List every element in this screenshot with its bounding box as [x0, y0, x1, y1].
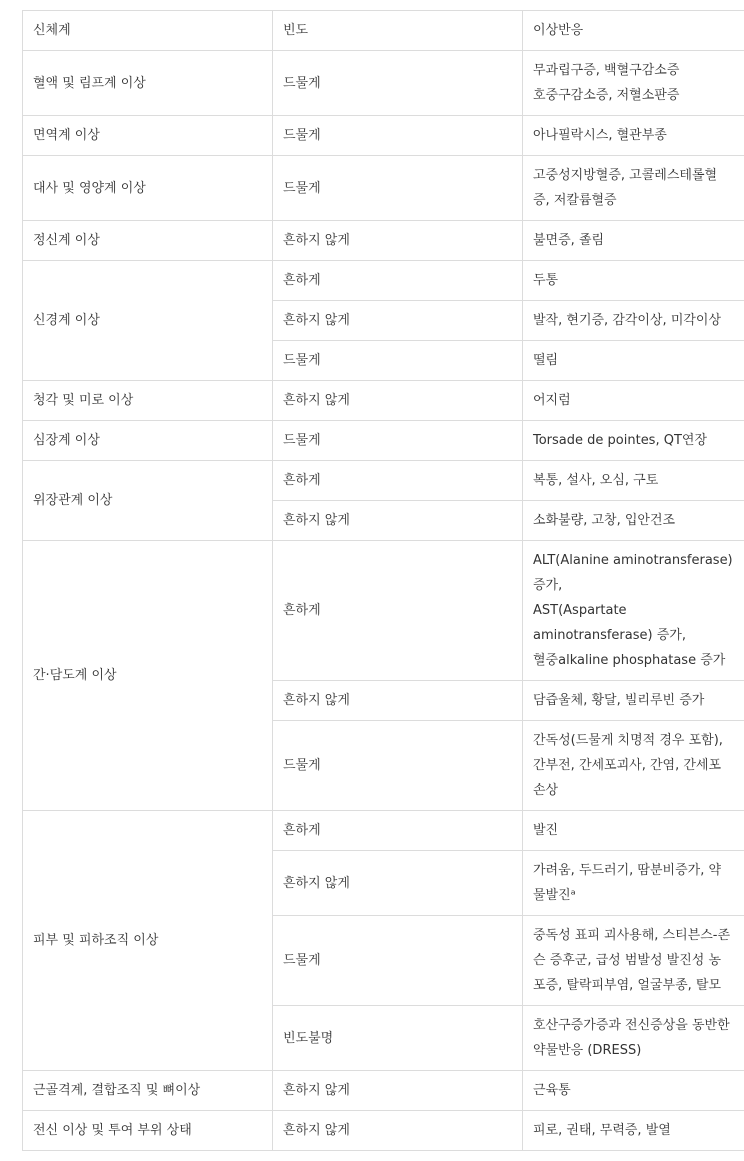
reaction-cell: 떨림: [523, 341, 744, 381]
table-row: [23, 461, 744, 501]
reaction-cell: 중독성 표피 괴사용해, 스티븐스-존 슨 증후군, 급성 범발성 발진성 농 포증, 탈락피부염, 얼굴부종, 탈모: [523, 916, 744, 1006]
reaction-cell: 가려움, 두드러기, 땀분비증가, 약 물발진ᵃ: [523, 851, 744, 916]
table-row: [23, 541, 744, 681]
reaction-cell: 아나필락시스, 혈관부종: [523, 116, 744, 156]
table-row: [23, 421, 744, 461]
adverse-reactions-table: [22, 10, 744, 1151]
system-cell: 혈액 및 림프계 이상: [23, 51, 273, 116]
frequency-cell: 드물게: [273, 421, 523, 461]
frequency-cell: 드물게: [273, 51, 523, 116]
frequency-cell: 흔하게: [273, 811, 523, 851]
table-row: [23, 116, 744, 156]
table-row: [23, 221, 744, 261]
system-cell: 신경계 이상: [23, 261, 273, 381]
table-header-row: [23, 11, 744, 51]
reaction-cell: 담즙울체, 황달, 빌리루빈 증가: [523, 681, 744, 721]
reaction-cell: 무과립구증, 백혈구감소증 호중구감소증, 저혈소판증: [523, 51, 744, 116]
system-cell: 간·담도계 이상: [23, 541, 273, 811]
frequency-cell: 드물게: [273, 116, 523, 156]
reaction-cell: ALT(Alanine aminotransferase) 증가, AST(Aspartate aminotransferase) 증가, 혈중alkaline phosphatase 증가: [523, 541, 744, 681]
reaction-cell: 피로, 권태, 무력증, 발열: [523, 1111, 744, 1151]
frequency-cell: 드물게: [273, 156, 523, 221]
system-cell: 정신계 이상: [23, 221, 273, 261]
header-frequency: 빈도: [273, 11, 523, 51]
system-cell: 피부 및 피하조직 이상: [23, 811, 273, 1071]
system-cell: 근골격계, 결합조직 및 뼈이상: [23, 1071, 273, 1111]
reaction-cell: 발진: [523, 811, 744, 851]
frequency-cell: 흔하게: [273, 461, 523, 501]
system-cell: 심장계 이상: [23, 421, 273, 461]
frequency-cell: 흔하지 않게: [273, 1071, 523, 1111]
reaction-cell: 두통: [523, 261, 744, 301]
system-cell: 전신 이상 및 투여 부위 상태: [23, 1111, 273, 1151]
system-cell: 면역계 이상: [23, 116, 273, 156]
reaction-cell: 간독성(드물게 치명적 경우 포함), 간부전, 간세포괴사, 간염, 간세포 손상: [523, 721, 744, 811]
reaction-cell: 어지럼: [523, 381, 744, 421]
table-row: [23, 381, 744, 421]
frequency-cell: 흔하지 않게: [273, 1111, 523, 1151]
reaction-cell: 고중성지방혈증, 고콜레스테롤혈 증, 저칼륨혈증: [523, 156, 744, 221]
frequency-cell: 흔하지 않게: [273, 221, 523, 261]
frequency-cell: 드물게: [273, 341, 523, 381]
table-row: [23, 811, 744, 851]
frequency-cell: 흔하게: [273, 261, 523, 301]
frequency-cell: 드물게: [273, 916, 523, 1006]
reaction-cell: 복통, 설사, 오심, 구토: [523, 461, 744, 501]
reaction-cell: 호산구증가증과 전신증상을 동반한 약물반응 (DRESS): [523, 1006, 744, 1071]
reaction-cell: 근육통: [523, 1071, 744, 1111]
adverse-reactions-table-container: [22, 10, 744, 1151]
reaction-cell: 소화불량, 고창, 입안건조: [523, 501, 744, 541]
header-system: 신체계: [23, 11, 273, 51]
frequency-cell: 흔하지 않게: [273, 501, 523, 541]
table-row: [23, 1111, 744, 1151]
header-reaction: 이상반응: [523, 11, 744, 51]
table-row: [23, 51, 744, 116]
reaction-cell: Torsade de pointes, QT연장: [523, 421, 744, 461]
frequency-cell: 흔하지 않게: [273, 301, 523, 341]
reaction-cell: 불면증, 졸림: [523, 221, 744, 261]
table-row: [23, 156, 744, 221]
reaction-cell: 발작, 현기증, 감각이상, 미각이상: [523, 301, 744, 341]
system-cell: 청각 및 미로 이상: [23, 381, 273, 421]
frequency-cell: 빈도불명: [273, 1006, 523, 1071]
table-row: [23, 1071, 744, 1111]
frequency-cell: 흔하지 않게: [273, 681, 523, 721]
frequency-cell: 흔하지 않게: [273, 381, 523, 421]
table-row: [23, 261, 744, 301]
system-cell: 위장관계 이상: [23, 461, 273, 541]
system-cell: 대사 및 영양계 이상: [23, 156, 273, 221]
frequency-cell: 드물게: [273, 721, 523, 811]
frequency-cell: 흔하지 않게: [273, 851, 523, 916]
frequency-cell: 흔하게: [273, 541, 523, 681]
